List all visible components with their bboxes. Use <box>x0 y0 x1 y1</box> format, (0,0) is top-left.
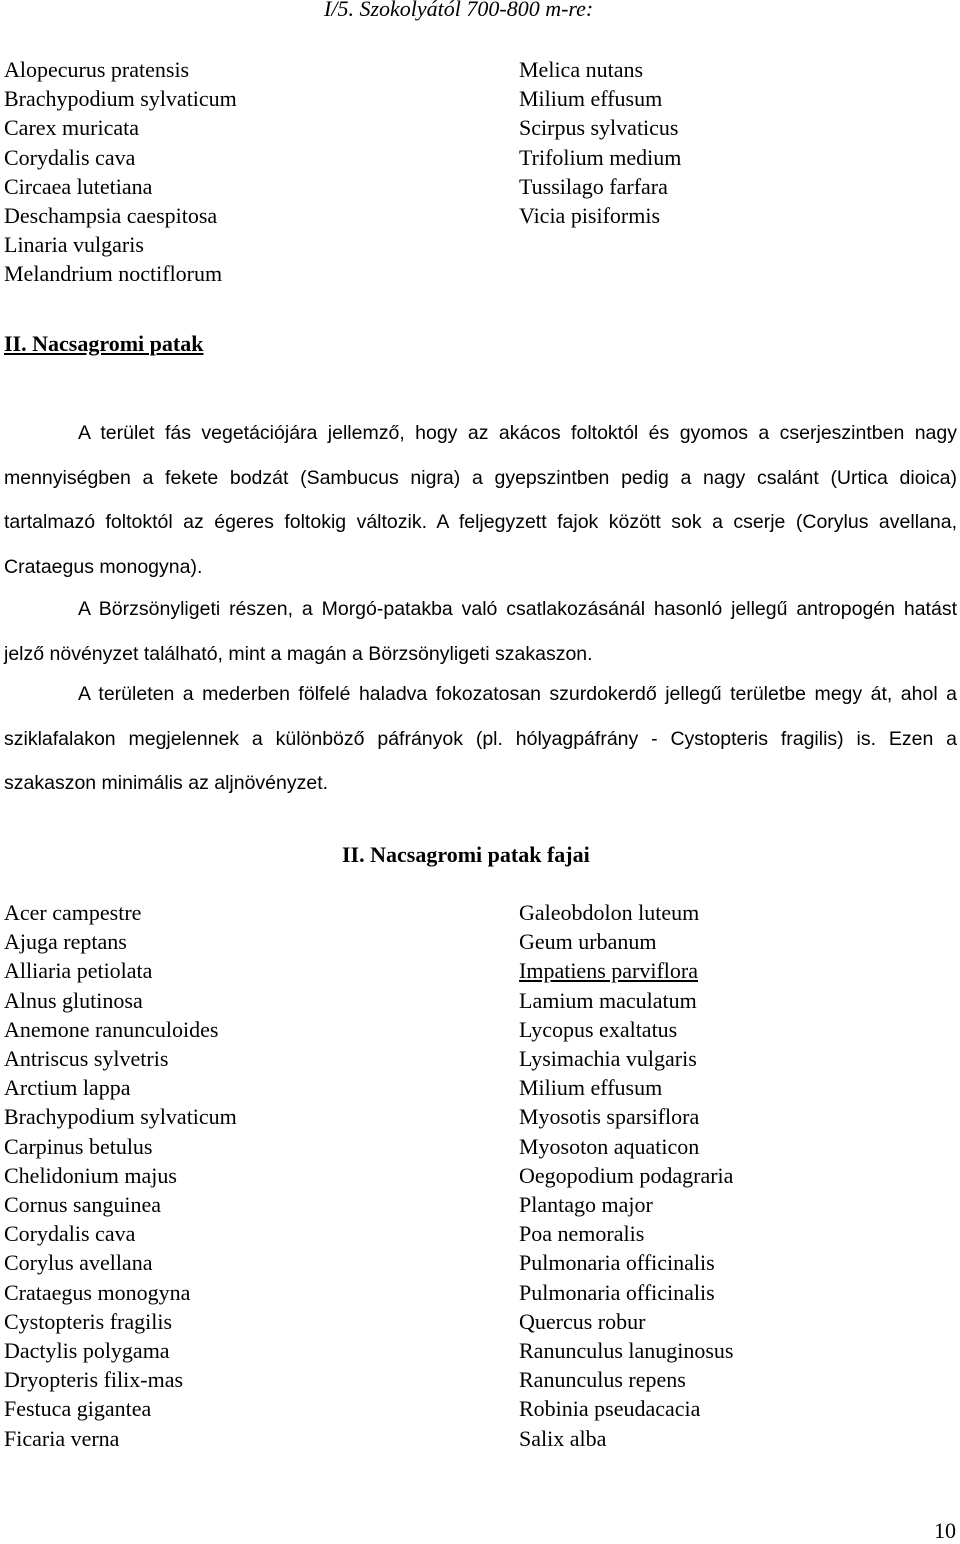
list-item: Ajuga reptans <box>4 929 127 955</box>
list-item: Pulmonaria officinalis <box>519 1279 715 1305</box>
list-item: Ficaria verna <box>4 1425 120 1451</box>
list-item: Chelidonium majus <box>4 1162 177 1188</box>
list-item: Antriscus sylvetris <box>4 1046 169 1072</box>
list-item: Brachypodium sylvaticum <box>4 1104 237 1130</box>
paragraph-vegetation <box>4 411 957 589</box>
list-item: Brachypodium sylvaticum <box>4 86 237 112</box>
list-item: Anemone ranunculoides <box>4 1016 219 1042</box>
list-item: Scirpus sylvaticus <box>519 115 679 141</box>
list-item: Pulmonaria officinalis <box>519 1250 715 1276</box>
list-item: Festuca gigantea <box>4 1396 152 1422</box>
list-item: Geum urbanum <box>519 929 657 955</box>
page-number: 10 <box>934 1518 956 1543</box>
list-item: Circaea lutetiana <box>4 173 153 199</box>
paragraph-gorge <box>4 672 957 806</box>
list-item: Corylus avellana <box>4 1250 153 1276</box>
paragraph-text: A terület fás vegetációjára jellemző, hogy az akácos foltoktól és gyomos a cserjeszintben nagy mennyiségben a fekete bodzát (Sambucus nigra) a gyepszintben pedig a nagy csalánt (Urtica dioica) tartalmazó foltoktól az égeres foltokig változik. A feljegyzett fajok között sok a cserje (Corylus avellana, Crataegus monogyna). <box>4 422 957 578</box>
top-species-list-right <box>519 55 681 230</box>
list-item: Cystopteris fragilis <box>4 1308 173 1334</box>
list-item: Alliaria petiolata <box>4 958 153 984</box>
list-item: Arctium lappa <box>4 1075 131 1101</box>
list-item: Oegopodium podagraria <box>519 1162 734 1188</box>
species-list-left <box>4 898 237 1453</box>
list-item: Galeobdolon luteum <box>519 900 700 925</box>
list-item: Milium effusum <box>519 86 663 112</box>
list-item: Carex muricata <box>4 115 139 141</box>
list-item: Crataegus monogyna <box>4 1279 191 1305</box>
list-item: Alnus glutinosa <box>4 987 143 1013</box>
paragraph-text: A területen a mederben fölfelé haladva fokozatosan szurdokerdő jellegű területbe megy át, ahol a sziklafalakon megjelennek a különböző páfrányok (pl. hólyagpáfrány - Cystopteris fragilis) is. Ezen a szakaszon minimális az aljnövényzet. <box>4 683 957 794</box>
list-item: Quercus robur <box>519 1308 646 1334</box>
paragraph-borzsonyliget <box>4 587 957 676</box>
paragraph-text: A Börzsönyligeti részen, a Morgó-patakba való csatlakozásánál hasonló jellegű antropogén hatást jelző növényzet található, mint a magán a Börzsönyligeti szakaszon. <box>4 598 957 665</box>
list-item: Plantago major <box>519 1192 653 1218</box>
list-item: Salix alba <box>519 1425 607 1451</box>
species-list-right <box>519 898 734 1453</box>
list-item: Poa nemoralis <box>519 1221 645 1247</box>
list-item: Linaria vulgaris <box>4 232 144 258</box>
list-item: Alopecurus pratensis <box>4 57 190 82</box>
list-item: Vicia pisiformis <box>519 203 661 229</box>
list-item: Lysimachia vulgaris <box>519 1046 697 1072</box>
list-item: Cornus sanguinea <box>4 1192 162 1218</box>
list-item: Deschampsia caespitosa <box>4 203 218 229</box>
subsection-title: I/5. Szokolyától 700-800 m-re: <box>324 0 594 21</box>
list-item: Tussilago farfara <box>519 173 668 199</box>
list-item: Myosoton aquaticon <box>519 1133 700 1159</box>
list-item: Ranunculus lanuginosus <box>519 1338 734 1364</box>
list-item: Lycopus exaltatus <box>519 1016 678 1042</box>
list-item: Corydalis cava <box>4 1221 136 1247</box>
list-item: Dryopteris filix-mas <box>4 1367 184 1393</box>
list-item: Corydalis cava <box>4 144 136 170</box>
list-item: Acer campestre <box>4 900 142 925</box>
list-item: Myosotis sparsiflora <box>519 1104 700 1130</box>
top-species-list-left <box>4 55 237 289</box>
list-item: Milium effusum <box>519 1075 663 1101</box>
list-item: Melica nutans <box>519 57 644 82</box>
list-item: Melandrium noctiflorum <box>4 261 223 287</box>
species-list-title: II. Nacsagromi patak fajai <box>342 842 590 867</box>
section-heading: II. Nacsagromi patak <box>4 331 204 356</box>
list-item: Lamium maculatum <box>519 987 697 1013</box>
list-item: Ranunculus repens <box>519 1367 686 1393</box>
list-item: Carpinus betulus <box>4 1133 153 1159</box>
list-item-underlined: Impatiens parviflora <box>519 958 698 984</box>
list-item: Robinia pseudacacia <box>519 1396 701 1422</box>
list-item: Trifolium medium <box>519 144 682 170</box>
list-item: Dactylis polygama <box>4 1338 170 1364</box>
